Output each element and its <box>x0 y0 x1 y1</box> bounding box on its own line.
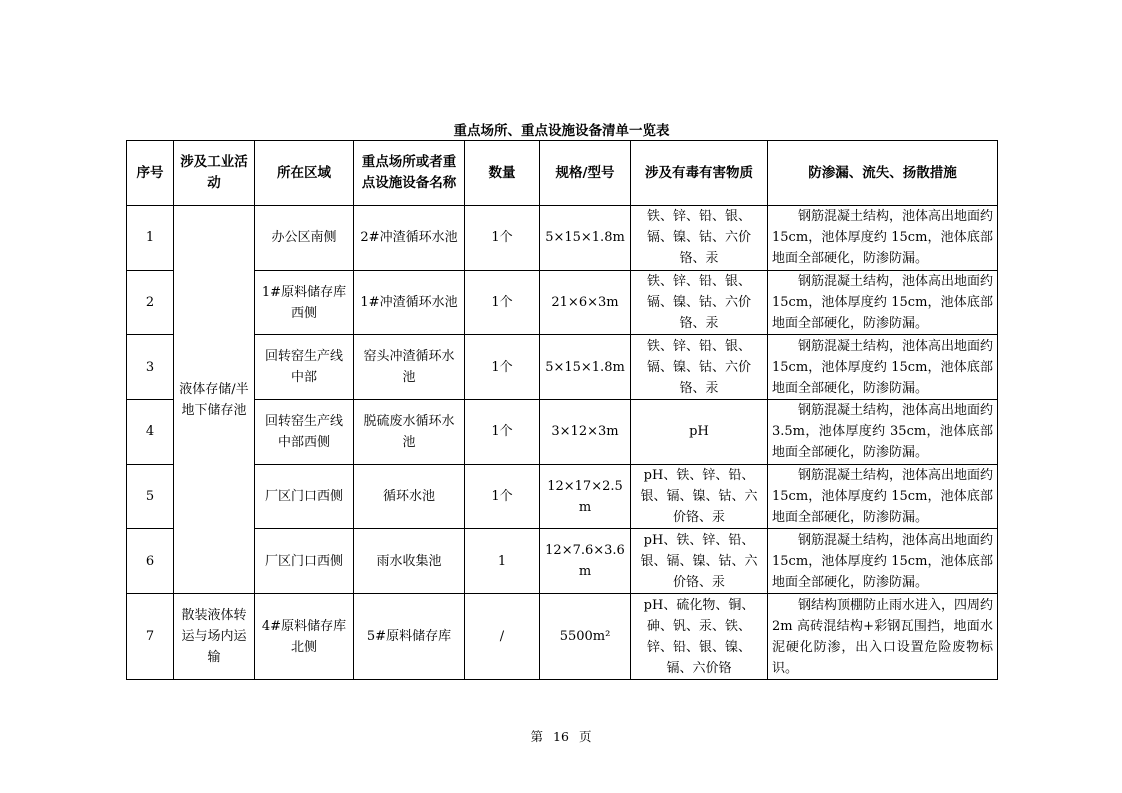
cell-spec: 3×12×3m <box>540 400 631 465</box>
cell-activity: 散装液体转运与场内运输 <box>174 594 255 680</box>
facility-list-table <box>126 140 998 680</box>
cell-spec: 5500m² <box>540 594 631 680</box>
header-measures: 防渗漏、流失、扬散措施 <box>768 141 998 206</box>
cell-area: 厂区门口西侧 <box>255 529 354 594</box>
cell-qty: 1个 <box>465 270 540 335</box>
cell-measures: 钢筋混凝土结构，池体高出地面约 15cm，池体厚度约 15cm，池体底部地面全部硬化，防渗防漏。 <box>768 464 998 529</box>
table-row <box>127 270 998 335</box>
cell-area: 4#原料储存库北侧 <box>255 594 354 680</box>
header-facility: 重点场所或者重点设施设备名称 <box>354 141 465 206</box>
cell-area: 1#原料储存库西侧 <box>255 270 354 335</box>
header-activity: 涉及工业活动 <box>174 141 255 206</box>
cell-measures: 钢筋混凝土结构，池体高出地面约 15cm，池体厚度约 15cm，池体底部地面全部硬化，防渗防漏。 <box>768 529 998 594</box>
table-row <box>127 335 998 400</box>
cell-seq: 2 <box>127 270 174 335</box>
cell-area: 回转窑生产线中部 <box>255 335 354 400</box>
header-seq: 序号 <box>127 141 174 206</box>
cell-spec: 21×6×3m <box>540 270 631 335</box>
cell-qty: 1个 <box>465 206 540 271</box>
table-title: 重点场所、重点设施设备清单一览表 <box>453 123 670 139</box>
cell-seq: 1 <box>127 206 174 271</box>
cell-seq: 3 <box>127 335 174 400</box>
cell-spec: 12×7.6×3.6m <box>540 529 631 594</box>
cell-substance: pH、铁、锌、铅、银、镉、镍、钴、六价铬、汞 <box>631 464 768 529</box>
cell-seq: 5 <box>127 464 174 529</box>
cell-substance: 铁、锌、铅、银、镉、镍、钴、六价铬、汞 <box>631 335 768 400</box>
table-row <box>127 400 998 465</box>
cell-measures: 钢筋混凝土结构，池体高出地面约 15cm，池体厚度约 15cm，池体底部地面全部硬化，防渗防漏。 <box>768 270 998 335</box>
cell-facility: 循环水池 <box>354 464 465 529</box>
cell-substance: pH、铁、锌、铅、银、镉、镍、钴、六价铬、汞 <box>631 529 768 594</box>
header-qty: 数量 <box>465 141 540 206</box>
cell-qty: 1个 <box>465 464 540 529</box>
cell-qty: 1 <box>465 529 540 594</box>
table-row <box>127 464 998 529</box>
cell-qty: / <box>465 594 540 680</box>
cell-substance: pH <box>631 400 768 465</box>
table-row <box>127 594 998 680</box>
page-suffix: 页 <box>578 729 592 744</box>
cell-activity: 液体存储/半地下储存池 <box>174 206 255 594</box>
table-row <box>127 529 998 594</box>
cell-seq: 6 <box>127 529 174 594</box>
header-area: 所在区域 <box>255 141 354 206</box>
cell-substance: 铁、锌、铅、银、镉、镍、钴、六价铬、汞 <box>631 206 768 271</box>
cell-facility: 窑头冲渣循环水池 <box>354 335 465 400</box>
cell-facility: 1#冲渣循环水池 <box>354 270 465 335</box>
cell-area: 回转窑生产线中部西侧 <box>255 400 354 465</box>
cell-substance: 铁、锌、铅、银、镉、镍、钴、六价铬、汞 <box>631 270 768 335</box>
header-substance: 涉及有毒有害物质 <box>631 141 768 206</box>
cell-facility: 2#冲渣循环水池 <box>354 206 465 271</box>
cell-spec: 5×15×1.8m <box>540 206 631 271</box>
cell-measures: 钢筋混凝土结构，池体高出地面约 15cm，池体厚度约 15cm，池体底部地面全部硬化，防渗防漏。 <box>768 206 998 271</box>
cell-qty: 1个 <box>465 400 540 465</box>
cell-area: 厂区门口西侧 <box>255 464 354 529</box>
cell-spec: 5×15×1.8m <box>540 335 631 400</box>
cell-substance: pH、硫化物、铜、砷、钒、汞、铁、锌、铅、银、镍、镉、六价铬 <box>631 594 768 680</box>
cell-seq: 7 <box>127 594 174 680</box>
cell-seq: 4 <box>127 400 174 465</box>
table-row <box>127 206 998 271</box>
page-value: 16 <box>553 729 569 744</box>
cell-facility: 雨水收集池 <box>354 529 465 594</box>
cell-spec: 12×17×2.5m <box>540 464 631 529</box>
cell-qty: 1个 <box>465 335 540 400</box>
cell-measures: 钢筋混凝土结构，池体高出地面约 15cm，池体厚度约 15cm，池体底部地面全部硬化，防渗防漏。 <box>768 335 998 400</box>
cell-area: 办公区南侧 <box>255 206 354 271</box>
header-spec: 规格/型号 <box>540 141 631 206</box>
page-prefix: 第 <box>530 729 544 744</box>
cell-measures: 钢筋混凝土结构，池体高出地面约 3.5m，池体厚度约 35cm，池体底部地面全部硬化，防渗防漏。 <box>768 400 998 465</box>
cell-measures: 钢结构顶棚防止雨水进入，四周约 2m 高砖混结构+彩钢瓦围挡，地面水泥硬化防渗，出入口设置危险废物标识。 <box>768 594 998 680</box>
header-row <box>127 141 998 206</box>
cell-facility: 脱硫废水循环水池 <box>354 400 465 465</box>
page-number <box>0 727 1122 745</box>
cell-facility: 5#原料储存库 <box>354 594 465 680</box>
